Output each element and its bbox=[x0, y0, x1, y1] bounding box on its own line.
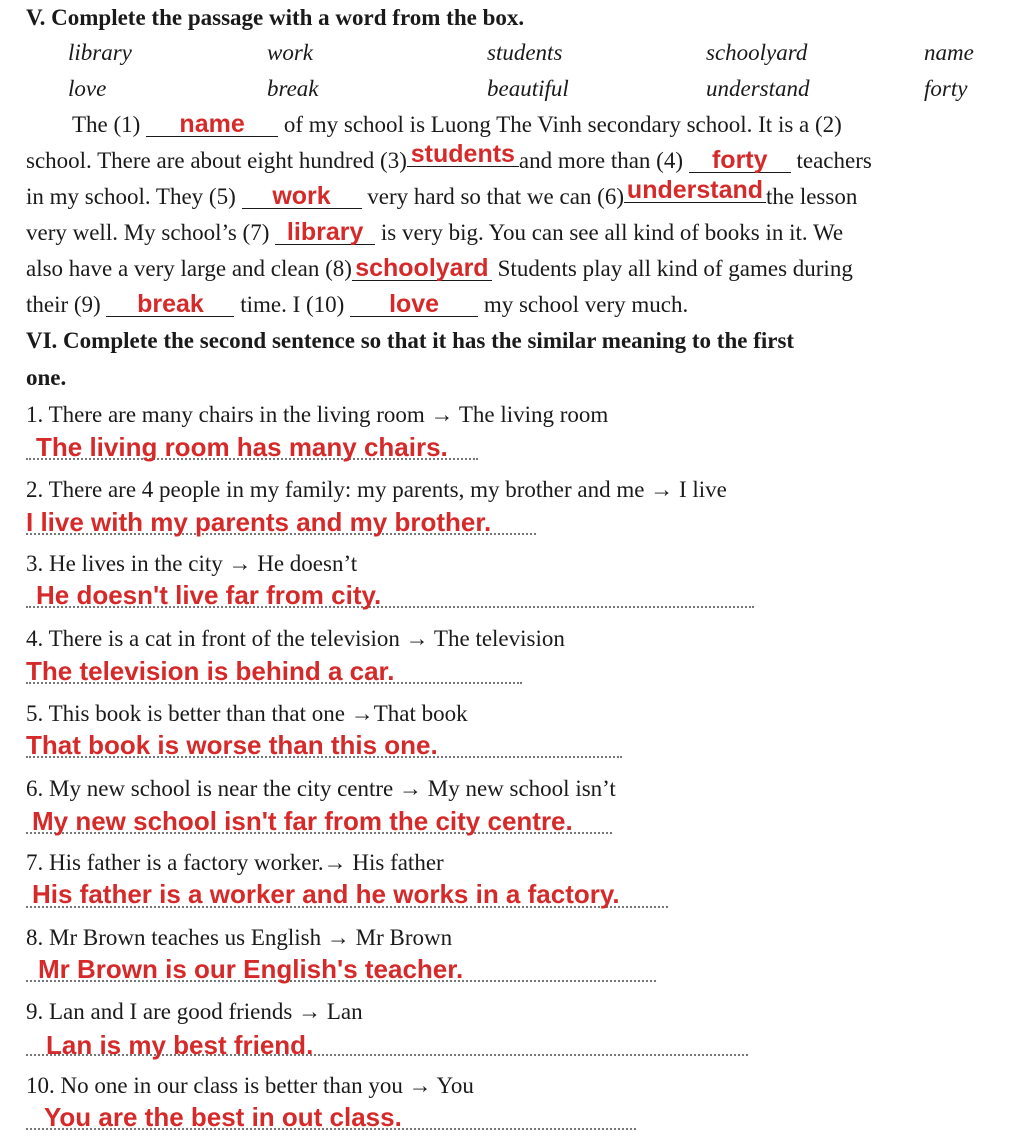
exercise-answer-1: The living room has many chairs. bbox=[36, 432, 448, 462]
part6-title-cont: one. bbox=[26, 365, 67, 390]
exercise-prompt-5: 5. This book is better than that one →That book bbox=[26, 701, 468, 726]
exercise-prompt-6: 6. My new school is near the city centre → My new school isn’t bbox=[26, 776, 616, 801]
answer-blank-4: forty bbox=[689, 148, 791, 173]
exercise-answer-7: His father is a worker and he works in a factory. bbox=[32, 879, 620, 909]
box-word: library bbox=[68, 40, 132, 65]
exercise-prompt-10: 10. No one in our class is better than you → You bbox=[26, 1073, 474, 1098]
answer-blank-5: work bbox=[242, 184, 362, 209]
answer-blank-10: love bbox=[350, 292, 478, 317]
box-word: break bbox=[267, 76, 319, 101]
passage-line: in my school. They (5) work very hard so that we can (6) understand the lesson bbox=[26, 176, 858, 210]
exercise-answer-9: Lan is my best friend. bbox=[46, 1030, 314, 1060]
box-word: students bbox=[487, 40, 563, 65]
exercise-prompt-1: 1. There are many chairs in the living room → The living room bbox=[26, 402, 609, 427]
box-word: name bbox=[924, 40, 974, 65]
answer-blank-7: library bbox=[275, 220, 375, 245]
answer-blank-9: break bbox=[106, 292, 234, 317]
passage-line: school. There are about eight hundred (3) students and more than (4) forty teachers bbox=[26, 140, 872, 174]
exercise-answer-6: My new school isn't far from the city centre. bbox=[32, 806, 573, 836]
passage-line: very well. My school’s (7) library is very big. You can see all kind of books in it. We bbox=[26, 218, 844, 246]
exercise-answer-5: That book is worse than this one. bbox=[26, 730, 438, 760]
exercise-prompt-2: 2. There are 4 people in my family: my parents, my brother and me → I live bbox=[26, 477, 727, 502]
answer-blank-3: students bbox=[407, 142, 519, 167]
exercise-prompt-4: 4. There is a cat in front of the television → The television bbox=[26, 626, 565, 651]
exercise-prompt-8: 8. Mr Brown teaches us English → Mr Brown bbox=[26, 925, 453, 950]
exercise-prompt-9: 9. Lan and I are good friends → Lan bbox=[26, 999, 363, 1024]
exercise-answer-8: Mr Brown is our English's teacher. bbox=[38, 954, 464, 984]
passage-line: their (9) break time. I (10) love my school very much. bbox=[26, 290, 689, 318]
box-word: beautiful bbox=[487, 76, 569, 101]
exercise-answer-10: You are the best in out class. bbox=[44, 1102, 402, 1132]
part5-title: V. Complete the passage with a word from the box. bbox=[26, 5, 525, 30]
box-word: love bbox=[68, 76, 107, 101]
answer-blank-8: schoolyard bbox=[352, 256, 492, 281]
exercise-answer-3: He doesn't live far from city. bbox=[36, 580, 382, 610]
part6-title: VI. Complete the second sentence so that it has the similar meaning to the first bbox=[26, 328, 795, 353]
box-word: forty bbox=[924, 76, 968, 101]
answer-blank-6: understand bbox=[624, 178, 766, 203]
exercise-answer-2: I live with my parents and my brother. bbox=[26, 507, 492, 537]
exercise-prompt-3: 3. He lives in the city → He doesn’t bbox=[26, 551, 358, 576]
box-word: understand bbox=[706, 76, 810, 101]
box-word: schoolyard bbox=[706, 40, 808, 65]
exercise-answer-4: The television is behind a car. bbox=[26, 656, 395, 686]
box-word: work bbox=[267, 40, 313, 65]
answer-blank-1: name bbox=[146, 112, 278, 137]
passage-line: also have a very large and clean (8) schoolyard Students play all kind of games during bbox=[26, 254, 853, 282]
passage-line: The (1) name of my school is Luong The Vinh secondary school. It is a (2) bbox=[72, 110, 842, 138]
exercise-prompt-7: 7. His father is a factory worker.→ His father bbox=[26, 850, 444, 875]
